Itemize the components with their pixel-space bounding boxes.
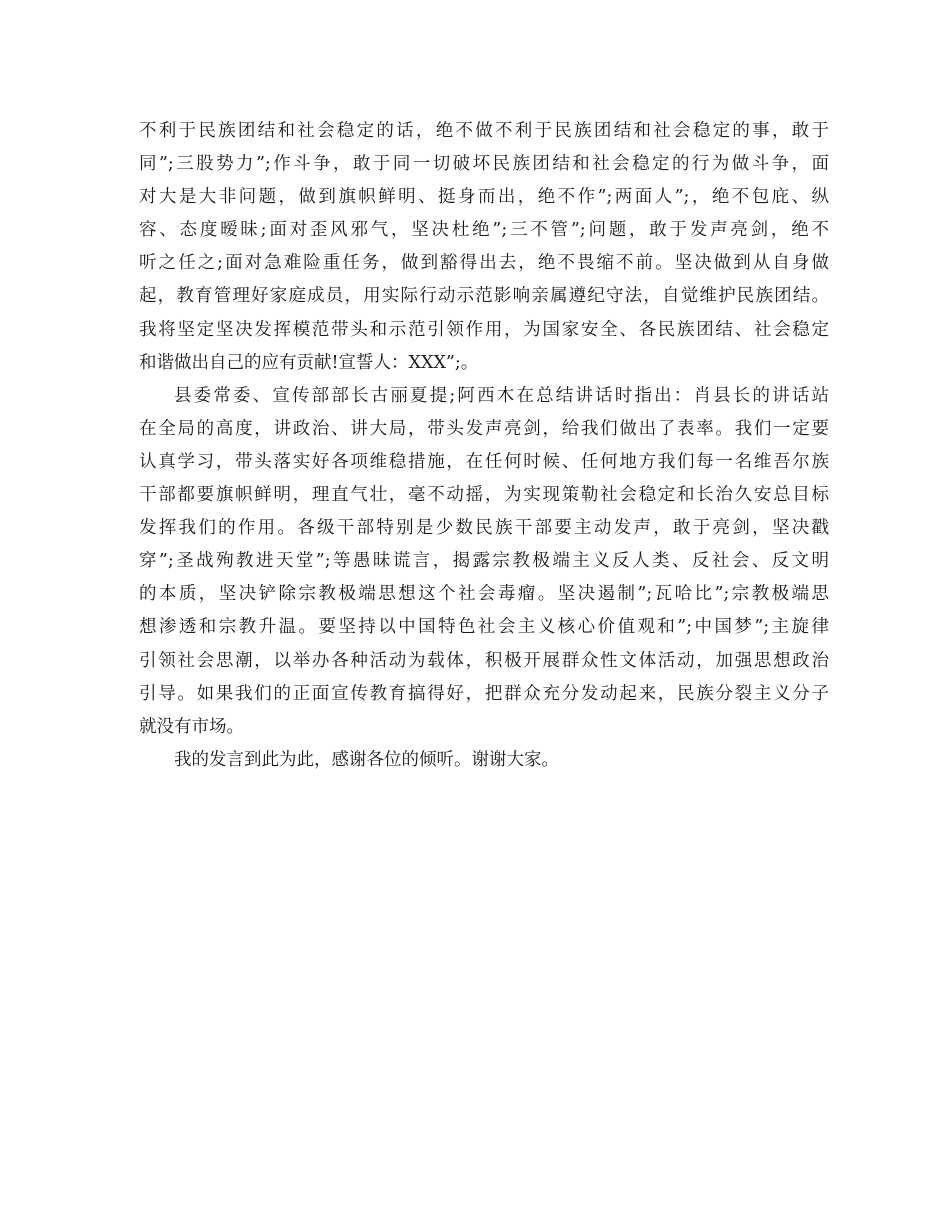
paragraph-oath-continuation [139,115,829,380]
text-line: 同”;三股势力”;作斗争，敢于同一切破坏民族团结和社会稳定的行为做斗争，面 [139,154,829,175]
text-line: 就没有市场。 [139,716,244,737]
text-line: 穿”;圣战殉教进天堂”;等愚昧谎言，揭露宗教极端主义反人类、反社会、反文明 [139,551,829,572]
text-line: 在全局的高度，讲政治、讲大局，带头发声亮剑，给我们做出了表率。我们一定要 [139,418,829,439]
text-line: 认真学习，带头落实好各项维稳措施，在任何时候、任何地方我们每一名维吾尔族 [139,451,829,472]
text-line: 干部都要旗帜鲜明，理直气壮，毫不动摇，为实现策勒社会稳定和长治久安总目标 [139,485,829,506]
text-line: 想渗透和宗教升温。要坚持以中国特色社会主义核心价值观和”;中国梦”;主旋律 [139,617,829,638]
text-line: 听之任之;面对急难险重任务，做到豁得出去，绝不畏缩不前。坚决做到从自身做 [139,253,829,274]
text-line: 对大是大非问题，做到旗帜鲜明、挺身而出，绝不作”;两面人”;，绝不包庇、纵 [139,187,829,208]
text-line: 我将坚定坚决发挥模范带头和示范引领作用，为国家安全、各民族团结、社会稳定 [139,319,829,340]
text-line: 我的发言到此为此，感谢各位的倾听。谢谢大家。 [174,749,559,770]
document-body [139,115,829,777]
text-line: 引领社会思潮，以举办各种活动为载体，积极开展群众性文体活动，加强思想政治 [139,650,829,671]
text-line: 引导。如果我们的正面宣传教育搞得好，把群众充分发动起来，民族分裂主义分子 [139,683,829,704]
text-line: 不利于民族团结和社会稳定的话，绝不做不利于民族团结和社会稳定的事，敢于 [139,121,829,141]
text-line: 发挥我们的作用。各级干部特别是少数民族干部要主动发声，敢于亮剑，坚决戳 [139,518,829,539]
paragraph-closing [139,744,829,777]
text-line: 容、态度暧昧;面对歪风邪气，坚决杜绝”;三不管”;问题，敢于发声亮剑，绝不 [139,220,829,241]
text-line: 和谐做出自己的应有贡献!宣誓人：XXX”;。 [139,352,479,373]
text-line: 县委常委、宣传部部长古丽夏提;阿西木在总结讲话时指出：肖县长的讲话站 [174,385,829,406]
paragraph-summary-speech [139,380,829,744]
text-line: 的本质，坚决铲除宗教极端思想这个社会毒瘤。坚决遏制”;瓦哈比”;宗教极端思 [139,584,829,605]
text-line: 起，教育管理好家庭成员，用实际行动示范影响亲属遵纪守法，自觉维护民族团结。 [139,286,829,307]
